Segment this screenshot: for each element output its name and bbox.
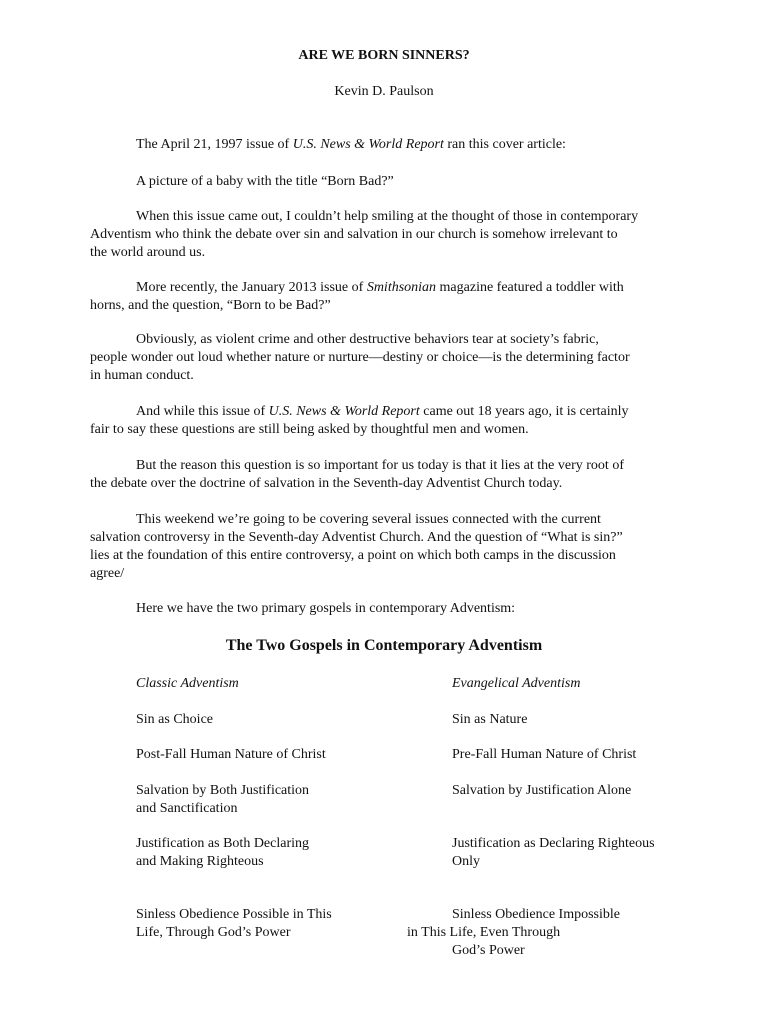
section-title: The Two Gospels in Contemporary Adventism <box>225 637 543 654</box>
cell-line: and Making Righteous <box>136 854 264 869</box>
cell-line: Pre-Fall Human Nature of Christ <box>452 747 637 762</box>
paragraph <box>90 136 690 154</box>
italic-title: U.S. News & World Report <box>292 137 444 152</box>
evangelical-cell <box>452 835 655 871</box>
cell-line: Justification as Declaring Righteous <box>452 836 655 851</box>
classic-cell <box>136 906 332 942</box>
paragraph-line <box>90 511 690 529</box>
cell-line: Salvation by Both Justification <box>136 783 310 798</box>
text-run: magazine featured a toddler with <box>436 280 624 295</box>
text-run: The April 21, 1997 issue of <box>136 137 293 152</box>
text-run: A picture of a baby with the title “Born Bad?” <box>136 174 394 189</box>
cell-line: Sin as Choice <box>136 712 213 727</box>
cell-line: Salvation by Justification Alone <box>452 783 632 798</box>
text-run: came out 18 years ago, it is certainly <box>419 404 629 419</box>
document-author: Kevin D. Paulson <box>334 84 434 99</box>
evangelical-cell <box>452 746 636 764</box>
paragraph <box>90 600 690 618</box>
paragraph-line <box>90 297 690 315</box>
paragraph <box>90 173 690 191</box>
paragraph-line <box>90 600 690 618</box>
classic-cell <box>136 746 326 764</box>
cell-line: Sin as Nature <box>452 712 528 727</box>
paragraph-line <box>90 475 690 493</box>
evangelical-cell <box>407 906 620 960</box>
column-header-classic: Classic Adventism <box>136 676 239 691</box>
text-run: ran this cover article: <box>443 137 566 152</box>
paragraph-line <box>90 403 690 421</box>
italic-title: Smithsonian <box>366 280 437 295</box>
paragraph-line <box>90 226 690 244</box>
text-run: in human conduct. <box>90 368 194 383</box>
text-run: salvation controversy in the Seventh-day Adventist Church. And the question of “What is sin?” <box>90 530 623 545</box>
text-run: More recently, the January 2013 issue of <box>136 280 367 295</box>
cell-line: Life, Through God’s Power <box>136 925 291 940</box>
column-header-evangelical: Evangelical Adventism <box>452 676 581 691</box>
evangelical-cell <box>452 782 631 800</box>
cell-line: and Sanctification <box>136 801 238 816</box>
evangelical-cell <box>452 711 527 729</box>
paragraph <box>90 403 690 439</box>
cell-line: Only <box>452 854 480 869</box>
document-title: ARE WE BORN SINNERS? <box>298 48 470 63</box>
paragraph <box>90 457 690 493</box>
paragraph-line <box>90 565 690 583</box>
paragraph-line <box>90 208 690 226</box>
cell-line: in This Life, Even Through <box>407 925 561 940</box>
paragraph-line <box>90 279 690 297</box>
text-run: But the reason this question is so important for us today is that it lies at the very root of <box>136 458 624 473</box>
text-run: horns, and the question, “Born to be Bad?” <box>90 298 331 313</box>
text-run: Adventism who think the debate over sin and salvation in our church is somehow irrelevant to <box>90 227 618 242</box>
text-run: This weekend we’re going to be covering several issues connected with the current <box>136 512 601 527</box>
paragraph-line <box>90 136 690 154</box>
paragraph <box>90 511 690 583</box>
text-run: And while this issue of <box>136 404 269 419</box>
text-run: Here we have the two primary gospels in contemporary Adventism: <box>136 601 516 616</box>
text-run: lies at the foundation of this entire controversy, a point on which both camps in the discussion <box>90 548 616 563</box>
paragraph-line <box>90 331 690 349</box>
paragraph <box>90 331 690 385</box>
paragraph-line <box>90 173 690 191</box>
text-run: agree/ <box>90 566 125 581</box>
cell-line: Sinless Obedience Possible in This <box>136 907 332 922</box>
paragraph-line <box>90 244 690 262</box>
paragraph-line <box>90 547 690 565</box>
cell-line: Justification as Both Declaring <box>136 836 310 851</box>
paragraph-line <box>90 421 690 439</box>
cell-line: Sinless Obedience Impossible <box>452 907 620 922</box>
italic-title: U.S. News & World Report <box>268 404 420 419</box>
paragraph-line <box>90 457 690 475</box>
text-run: fair to say these questions are still being asked by thoughtful men and women. <box>90 422 529 437</box>
classic-cell <box>136 782 309 818</box>
cell-line: Post-Fall Human Nature of Christ <box>136 747 326 762</box>
text-run: the world around us. <box>90 245 206 260</box>
paragraph <box>90 208 690 262</box>
classic-cell <box>136 835 309 871</box>
classic-cell <box>136 711 213 729</box>
paragraph-line <box>90 349 690 367</box>
paragraph <box>90 279 690 315</box>
text-run: Obviously, as violent crime and other destructive behaviors tear at society’s fabric, <box>136 332 599 347</box>
text-run: When this issue came out, I couldn’t help smiling at the thought of those in contemporary <box>136 209 639 224</box>
text-run: the debate over the doctrine of salvation in the Seventh-day Adventist Church today. <box>90 476 563 491</box>
paragraph-line <box>90 529 690 547</box>
text-run: people wonder out loud whether nature or nurture—destiny or choice—is the determining factor <box>90 350 630 365</box>
cell-line: God’s Power <box>452 943 525 958</box>
paragraph-line <box>90 367 690 385</box>
